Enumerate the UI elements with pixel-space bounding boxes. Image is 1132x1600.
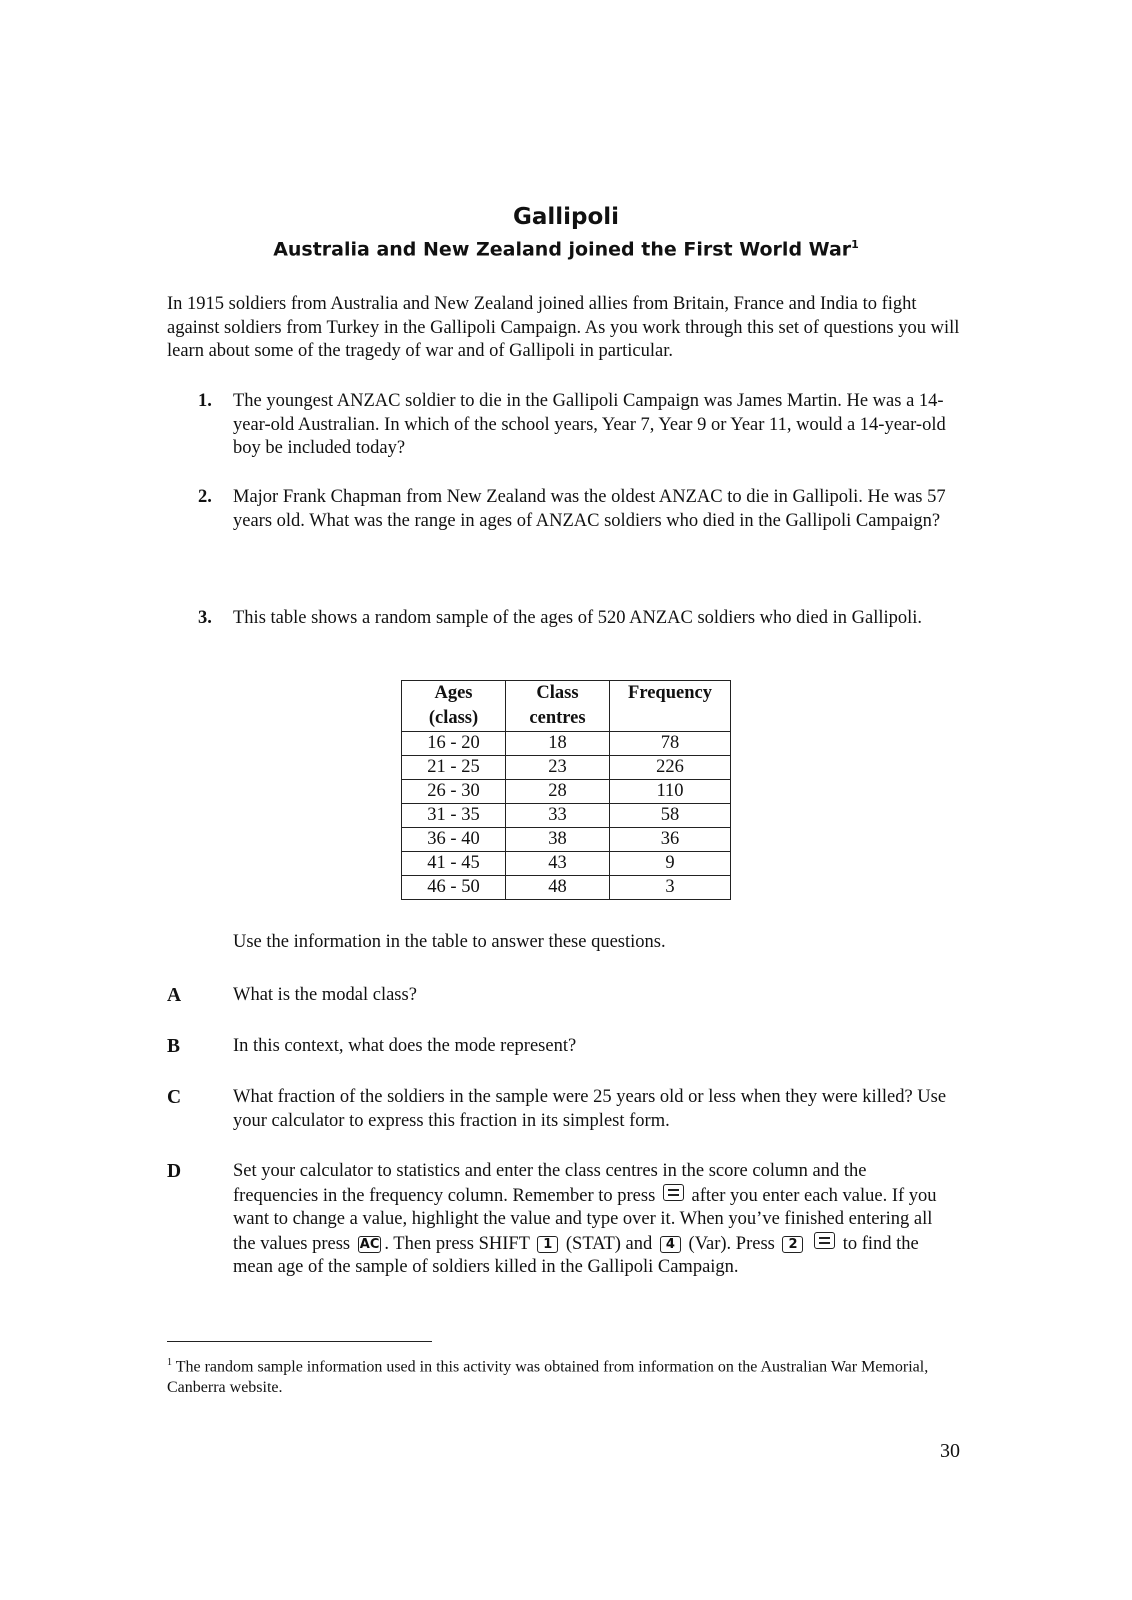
footnote-text: The random sample information used in this activity was obtained from information on the Australian War Memorial, Canberra website. [167, 1358, 929, 1397]
cell-ages: 31 - 35 [402, 804, 506, 828]
intro-paragraph: In 1915 soldiers from Australia and New Zealand joined allies from Britain, France and India to fight against soldiers from Turkey in the Gallipoli Campaign. As you work through this set of questions you will learn about some of the tragedy of war and of Gallipoli in particular. [167, 294, 960, 361]
question-text: The youngest ANZAC soldier to die in the Gallipoli Campaign was James Martin. He was a 14-year-old Australian. In which of the school years, Year 7, Year 9 or Year 11, would a 14-year-old boy be included today? [233, 391, 946, 458]
part-letter: D [167, 1161, 182, 1182]
subtitle-text: Australia and New Zealand joined the First World War [273, 238, 852, 261]
part-d-text: (Var). Press [688, 1233, 775, 1254]
cell-ages: 46 - 50 [402, 876, 506, 900]
page-number: 30 [940, 1440, 960, 1462]
header-line: (class) [428, 708, 479, 728]
question-number: 2. [198, 487, 212, 507]
header-line: Frequency [628, 683, 712, 703]
cell-class-centre: 28 [506, 780, 610, 804]
cell-class-centre: 48 [506, 876, 610, 900]
part-d-text: (STAT) and [565, 1233, 653, 1254]
question-number: 3. [198, 608, 212, 628]
table-instruction: Use the information in the table to answer these questions. [233, 932, 666, 952]
cell-ages: 41 - 45 [402, 852, 506, 876]
key-4-icon: 4 [660, 1236, 681, 1253]
cell-frequency: 226 [610, 756, 731, 780]
cell-frequency: 58 [610, 804, 731, 828]
part-letter: B [167, 1036, 181, 1057]
footnote [167, 1352, 967, 1398]
footnote-reference: 1 [851, 238, 859, 251]
footnote-divider [167, 1341, 432, 1342]
part-letter: C [167, 1087, 182, 1108]
table-row [402, 732, 731, 756]
question-text: Major Frank Chapman from New Zealand was the oldest ANZAC to die in Gallipoli. He was 57 years old. What was the range in ages of ANZAC soldiers who died in the Gallipoli Campaign? [233, 487, 946, 531]
part-d-text: . Then press SHIFT [384, 1233, 530, 1254]
part-text: In this context, what does the mode represent? [233, 1036, 577, 1056]
cell-ages: 21 - 25 [402, 756, 506, 780]
header-frequency [610, 681, 731, 732]
cell-class-centre: 18 [506, 732, 610, 756]
key-1-icon: 1 [537, 1236, 558, 1253]
table-row [402, 876, 731, 900]
table-row [402, 852, 731, 876]
cell-class-centre: 43 [506, 852, 610, 876]
header-line: centres [529, 708, 586, 728]
footnote-mark: 1 [167, 1357, 172, 1368]
cell-class-centre: 38 [506, 828, 610, 852]
frequency-table [401, 680, 731, 900]
question-number: 1. [198, 391, 212, 411]
table-row [402, 828, 731, 852]
part-text [233, 1160, 953, 1280]
cell-ages: 16 - 20 [402, 732, 506, 756]
cell-frequency: 9 [610, 852, 731, 876]
part-letter: A [167, 985, 182, 1006]
table-row [402, 804, 731, 828]
table-header-row [402, 681, 731, 732]
cell-frequency: 78 [610, 732, 731, 756]
cell-class-centre: 33 [506, 804, 610, 828]
part-d-text: after you enter each value. If you want to change a value, highlight the value and type over it. When you’ve finished entering all the values press [233, 1185, 937, 1254]
equals-key-icon [663, 1184, 684, 1201]
header-line: Ages [434, 683, 473, 703]
equals-key-icon [814, 1232, 835, 1249]
table-row [402, 780, 731, 804]
cell-ages: 26 - 30 [402, 780, 506, 804]
cell-ages: 36 - 40 [402, 828, 506, 852]
ac-key-icon: AC [359, 1236, 380, 1252]
cell-frequency: 3 [610, 876, 731, 900]
page-subtitle [0, 238, 1132, 260]
cell-class-centre: 23 [506, 756, 610, 780]
table-row [402, 756, 731, 780]
cell-frequency: 110 [610, 780, 731, 804]
header-line: Class [536, 683, 579, 703]
part-text: What is the modal class? [233, 985, 417, 1005]
part-text: What fraction of the soldiers in the sample were 25 years old or less when they were killed? Use your calculator to express this fraction in its simplest form. [233, 1087, 947, 1131]
question-text: This table shows a random sample of the ages of 520 ANZAC soldiers who died in Gallipoli. [233, 608, 923, 628]
header-class-centres [506, 681, 610, 732]
cell-frequency: 36 [610, 828, 731, 852]
page-title: Gallipoli [512, 204, 620, 230]
part-d-text: Set your calculator to statistics and enter the class centres in the score column and the frequencies in the frequency column. Remember to press [233, 1161, 867, 1206]
part-d-text: to find the mean age of the sample of soldiers killed in the Gallipoli Campaign. [233, 1233, 919, 1277]
header-ages [402, 681, 506, 732]
key-2-icon: 2 [782, 1236, 803, 1253]
